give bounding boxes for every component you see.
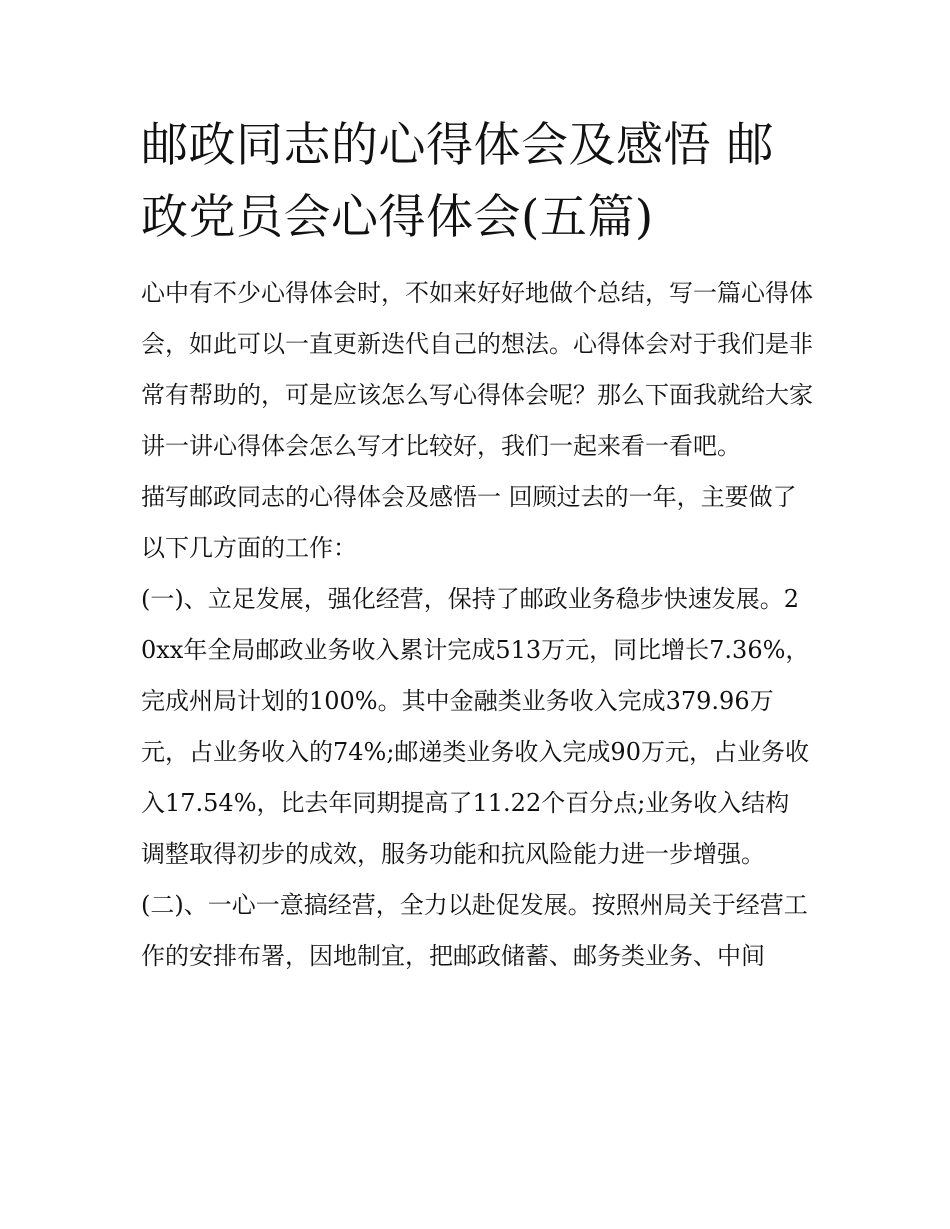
point-two-paragraph: (二)、一心一意搞经营，全力以赴促发展。按照州局关于经营工作的安排布署，因地制宜，把邮政储蓄、邮务类业务、中间 (141, 891, 808, 970)
intro-paragraph: 心中有不少心得体会时，不如来好好地做个总结，写一篇心得体会，如此可以一直更新迭代自己的想法。心得体会对于我们是非常有帮助的，可是应该怎么写心得体会呢？那么下面我就给大家讲一讲心得体会怎么写才比较好，我们一起来看一看吧。 (141, 279, 813, 460)
point-one-paragraph: (一)、立足发展，强化经营，保持了邮政业务稳步快速发展。20xx年全局邮政业务收入累计完成513万元，同比增长7.36%，完成州局计划的100%。其中金融类业务收入完成379.96万元，占业务收入的74%;邮递类业务收入完成90万元，占业务收入17.54%，比去年同期提高了11.22个百分点;业务收入结构调整取得初步的成效，服务功能和抗风险能力进一步增强。 (141, 585, 810, 868)
document-title: 邮政同志的心得体会及感悟 邮政党员会心得体会(五篇) (141, 118, 774, 245)
document-body (141, 110, 813, 982)
section-intro-paragraph: 描写邮政同志的心得体会及感悟一 回顾过去的一年，主要做了以下几方面的工作： (141, 483, 797, 562)
